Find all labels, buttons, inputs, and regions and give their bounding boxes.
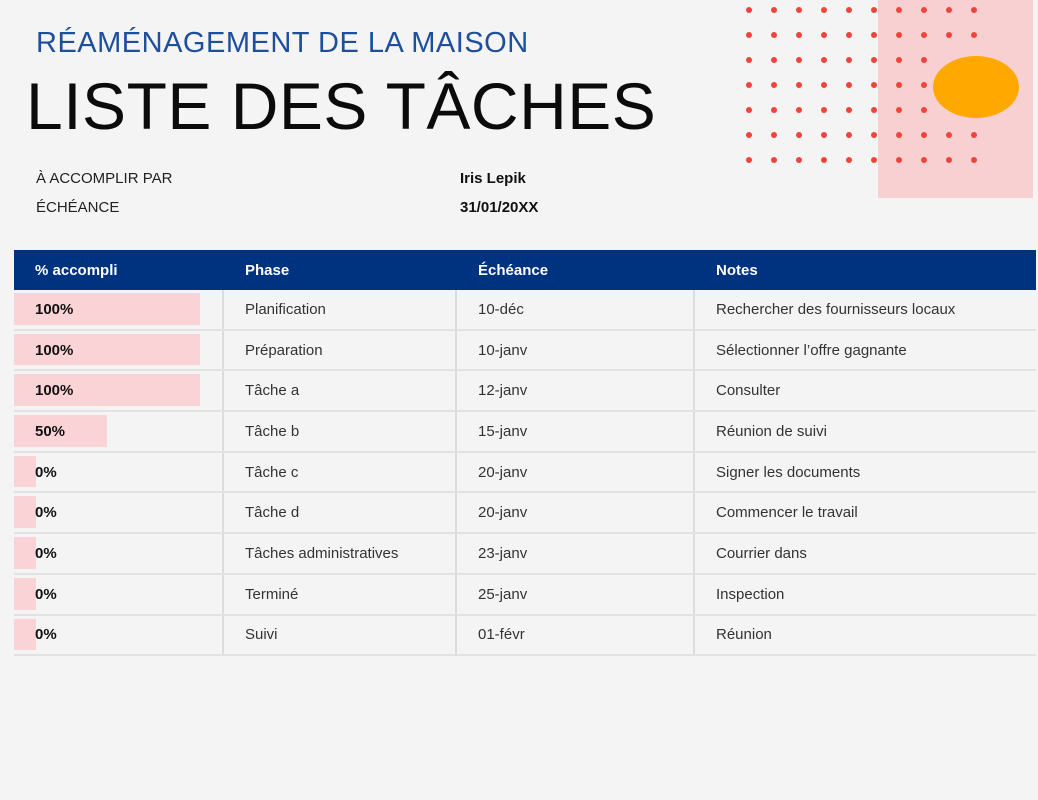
notes-cell: Courrier dans xyxy=(716,544,807,562)
phase-cell: Terminé xyxy=(224,575,457,614)
table-row xyxy=(14,371,1036,412)
notes-cell: Signer les documents xyxy=(716,463,861,481)
percent-cell xyxy=(14,412,224,451)
decorative-pink-block xyxy=(878,0,1033,198)
due-cell: 25-janv xyxy=(457,575,695,614)
percent-cell xyxy=(14,616,224,655)
percent-value: 0% xyxy=(35,626,57,644)
table-row xyxy=(14,534,1036,575)
table-row xyxy=(14,493,1036,534)
percent-value: 0% xyxy=(35,463,57,481)
phase-cell: Tâches administratives xyxy=(224,534,457,573)
decorative-orange-circle xyxy=(933,56,1019,118)
percent-value: 100% xyxy=(35,341,74,359)
phase-cell: Tâche c xyxy=(224,453,457,492)
due-cell: 01-févr xyxy=(457,616,695,655)
due-cell: 23-janv xyxy=(457,534,695,573)
percent-cell xyxy=(14,290,224,329)
percent-cell xyxy=(14,331,224,370)
percent-cell xyxy=(14,534,224,573)
header-due: Échéance xyxy=(478,261,549,279)
table-row xyxy=(14,616,1036,657)
table-row xyxy=(14,290,1036,331)
percent-value: 0% xyxy=(35,544,57,562)
percent-value: 100% xyxy=(35,300,74,318)
phase-cell: Planification xyxy=(224,290,457,329)
header-notes: Notes xyxy=(716,261,758,279)
due-cell: 15-janv xyxy=(457,412,695,451)
table-header xyxy=(14,250,1036,290)
percent-value: 50% xyxy=(35,422,66,440)
notes-cell: Consulter xyxy=(716,382,781,400)
phase-cell: Préparation xyxy=(224,331,457,370)
page-subtitle: RÉAMÉNAGEMENT DE LA MAISON xyxy=(36,27,529,59)
table-row xyxy=(14,575,1036,616)
task-table xyxy=(14,250,1036,656)
percent-value: 100% xyxy=(35,382,74,400)
notes-cell: Réunion xyxy=(716,626,772,644)
phase-cell: Tâche b xyxy=(224,412,457,451)
due-cell: 10-déc xyxy=(457,290,695,329)
percent-cell xyxy=(14,453,224,492)
notes-cell: Réunion de suivi xyxy=(716,422,827,440)
table-row xyxy=(14,453,1036,494)
due-cell: 20-janv xyxy=(457,453,695,492)
page-title: LISTE DES TÂCHES xyxy=(26,69,657,143)
due-label: ÉCHÉANCE xyxy=(36,199,120,216)
table-body xyxy=(14,290,1036,656)
phase-cell: Suivi xyxy=(224,616,457,655)
percent-value: 0% xyxy=(35,504,57,522)
notes-cell: Commencer le travail xyxy=(716,504,858,522)
table-row xyxy=(14,331,1036,372)
due-cell: 20-janv xyxy=(457,493,695,532)
notes-cell: Rechercher des fournisseurs locaux xyxy=(716,300,956,318)
due-cell: 10-janv xyxy=(457,331,695,370)
phase-cell: Tâche a xyxy=(224,371,457,410)
phase-cell: Tâche d xyxy=(224,493,457,532)
notes-cell: Inspection xyxy=(716,585,785,603)
header-percent: % accompli xyxy=(35,261,118,279)
assignee-value: Iris Lepik xyxy=(460,170,526,187)
due-value: 31/01/20XX xyxy=(460,199,539,216)
table-row xyxy=(14,412,1036,453)
due-cell: 12-janv xyxy=(457,371,695,410)
percent-cell xyxy=(14,371,224,410)
percent-cell xyxy=(14,493,224,532)
percent-cell xyxy=(14,575,224,614)
notes-cell: Sélectionner l’offre gagnante xyxy=(716,341,907,359)
percent-value: 0% xyxy=(35,585,57,603)
decorative-dot-grid xyxy=(746,7,977,163)
header-phase: Phase xyxy=(245,261,290,279)
assignee-label: À ACCOMPLIR PAR xyxy=(36,170,173,187)
